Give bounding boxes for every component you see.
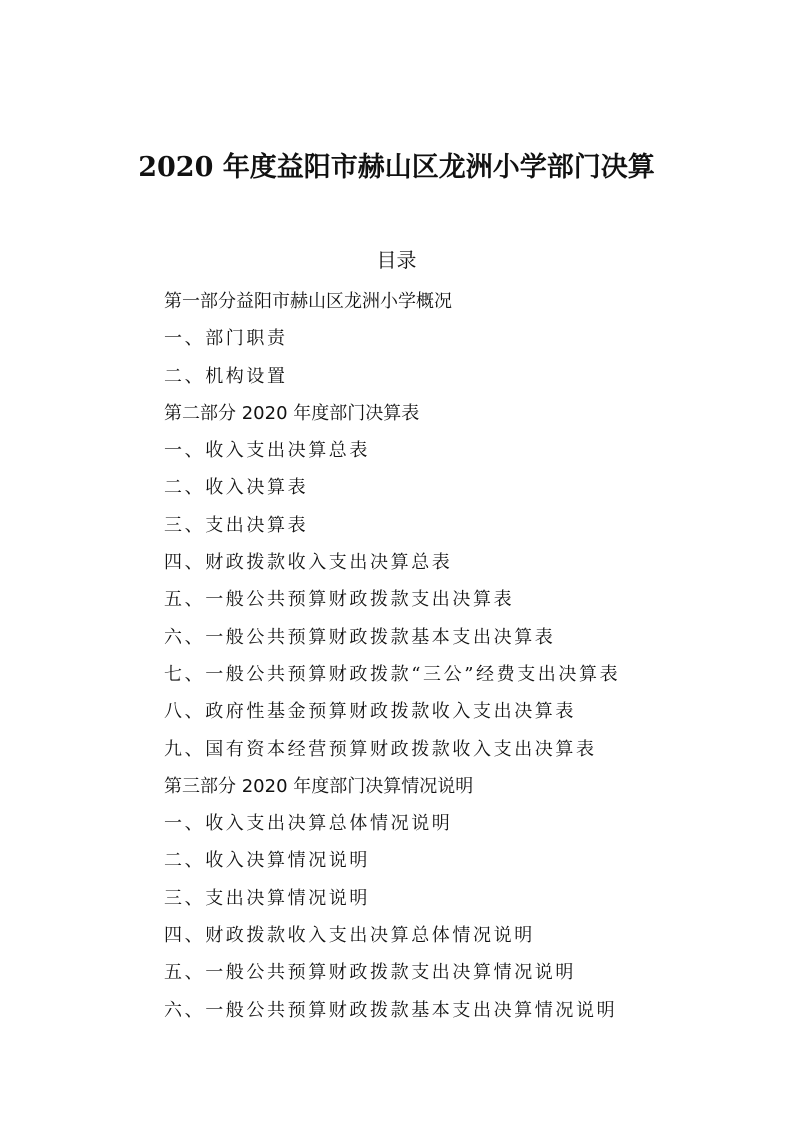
toc-part-1: 第一部分益阳市赫山区龙洲小学概况 [164, 291, 452, 312]
toc-item: 二、机构设置 [164, 365, 288, 387]
table-of-contents [164, 283, 764, 1029]
toc-part-2: 第二部分 2020 年度部门决算表 [164, 402, 420, 424]
toc-item: 二、收入决算表 [164, 477, 309, 499]
toc-item: 八、政府性基金预算财政拨款收入支出决算表 [164, 701, 576, 723]
toc-item: 一、收入支出决算总表 [164, 440, 370, 462]
toc-item: 六、一般公共预算财政拨款基本支出决算表 [164, 626, 556, 648]
toc-item: 三、支出决算表 [164, 514, 309, 536]
toc-item: 六、一般公共预算财政拨款基本支出决算情况说明 [164, 999, 618, 1021]
toc-item: 三、支出决算情况说明 [164, 887, 370, 909]
toc-item: 五、一般公共预算财政拨款支出决算表 [164, 589, 515, 611]
toc-item: 五、一般公共预算财政拨款支出决算情况说明 [164, 962, 576, 984]
toc-item: 四、财政拨款收入支出决算总体情况说明 [164, 925, 535, 947]
toc-heading: 目录 [376, 248, 417, 272]
toc-item: 一、收入支出决算总体情况说明 [164, 813, 453, 835]
toc-part-3: 第三部分 2020 年度部门决算情况说明 [164, 775, 474, 797]
toc-item: 一、部门职责 [164, 328, 288, 350]
toc-item: 七、一般公共预算财政拨款“三公”经费支出决算表 [164, 663, 621, 685]
toc-item: 四、财政拨款收入支出决算总表 [164, 552, 453, 574]
toc-item: 九、国有资本经营预算财政拨款收入支出决算表 [164, 738, 597, 760]
document-title: 2020 年度益阳市赫山区龙洲小学部门决算 [138, 152, 655, 183]
toc-item: 二、收入决算情况说明 [164, 850, 370, 872]
